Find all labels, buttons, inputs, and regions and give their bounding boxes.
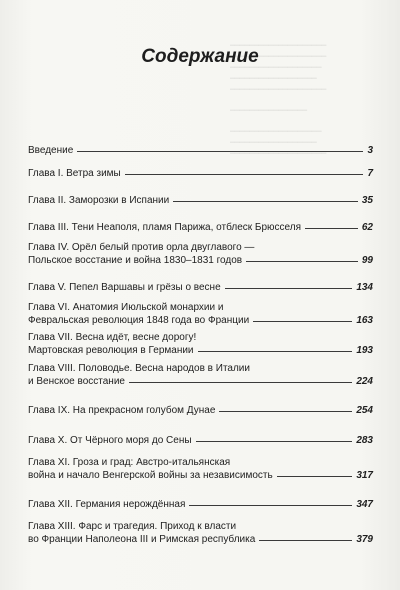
toc-entry-title: Глава III. Тени Неаполя, пламя Парижа, отблеск Брюсселя [28, 222, 302, 233]
toc-entry-title: Глава VIII. Половодье. Весна народов в Италии [28, 363, 250, 374]
leader-line [259, 540, 352, 541]
toc-entry-title: Глава XIII. Фарс и трагедия. Приход к власти [28, 521, 237, 532]
toc-entry-title: Глава VII. Весна идёт, весне дорогу! [28, 332, 197, 343]
toc-entry[interactable] [28, 222, 373, 235]
toc-entry-title-continued: во Франции Наполеона III и Римская республика [28, 533, 256, 545]
toc-entry-title-continued: Мартовская революция в Германии [28, 344, 194, 356]
toc-page-number: 3 [367, 145, 373, 156]
toc-entry-title: Глава VI. Анатомия Июльской монархии и [28, 302, 224, 313]
toc-entry-title: Глава X. От Чёрного моря до Сены [28, 435, 192, 446]
toc-page-number: 7 [367, 168, 373, 179]
page-title: Содержание [141, 46, 259, 67]
toc-page-number: 347 [356, 499, 373, 510]
toc-entry[interactable] [28, 405, 373, 418]
leader-line [173, 201, 358, 202]
leader-line [129, 382, 352, 383]
toc-page-number: 224 [356, 375, 373, 387]
toc-entry-title: Глава XII. Германия нерождённая [28, 499, 186, 510]
toc-entry[interactable] [28, 332, 373, 357]
toc-entry-title-continued: Февральская революция 1848 года во Франции [28, 314, 250, 326]
toc-entry[interactable] [28, 168, 373, 181]
leader-line [253, 321, 352, 322]
leader-line [305, 228, 358, 229]
leader-line [196, 441, 353, 442]
toc-page-number: 379 [356, 533, 373, 545]
toc-entry-title-continued: война и начало Венгерской войны за независимость [28, 469, 273, 481]
toc-entry-title-continued: и Венское восстание [28, 375, 125, 387]
toc-entry[interactable] [28, 521, 373, 546]
toc-entry-title: Глава V. Пепел Варшавы и грёзы о весне [28, 282, 221, 293]
toc-page-number: 254 [356, 405, 373, 416]
toc-page-number: 99 [361, 254, 373, 266]
toc-page-number: 134 [356, 282, 373, 293]
bleed-through-text: ━━━━━━━━━━━━━━━━━━━━ ━━━━━━━━━━━━━━━━━━━━ ━━━━━━━━━━━━━━━━━━━ ━━━━━━━━━━━━━━━━━━ ━━━━━━━━━━━━━━━━━━━━ ━━━━━━━━━━━━━━━━ ━━━━━━━━━━━━━━━━━━━ ━━━━━━━━━━━━━━━━━━ ━━━━━━━━━━━━━━━━━━━━ [230, 41, 327, 158]
leader-line [198, 351, 353, 352]
leader-line [246, 261, 358, 262]
toc-entry-title: Глава IX. На прекрасном голубом Дунае [28, 405, 216, 416]
toc-page-number: 283 [356, 435, 373, 446]
toc-entry[interactable] [28, 457, 373, 482]
toc-entry[interactable] [28, 145, 373, 158]
toc-page-number: 62 [361, 222, 373, 233]
toc-entry-title-continued: Польское восстание и война 1830–1831 годов [28, 254, 243, 266]
toc-entry-title: Глава IV. Орёл белый против орла двуглавого — [28, 242, 255, 253]
toc-page-number: 35 [361, 195, 373, 206]
toc-entry[interactable] [28, 195, 373, 208]
toc-entry[interactable] [28, 242, 373, 267]
toc-entry[interactable] [28, 435, 373, 448]
toc-entry[interactable] [28, 302, 373, 327]
leader-line [77, 151, 363, 152]
toc-entry-title: Введение [28, 145, 74, 156]
toc-entry-title: Глава I. Ветра зимы [28, 168, 121, 179]
toc-page-number: 163 [356, 314, 373, 326]
leader-line [225, 288, 353, 289]
leader-line [277, 476, 353, 477]
toc-entry[interactable] [28, 363, 373, 388]
leader-line [125, 174, 364, 175]
toc-entry[interactable] [28, 282, 373, 295]
toc-page-number: 317 [356, 469, 373, 481]
toc-entry[interactable] [28, 499, 373, 512]
leader-line [219, 411, 352, 412]
leader-line [189, 505, 352, 506]
toc-entry-title: Глава XI. Гроза и град: Австро-итальянская [28, 457, 231, 468]
toc-page-number: 193 [356, 344, 373, 356]
toc-entry-title: Глава II. Заморозки в Испании [28, 195, 170, 206]
